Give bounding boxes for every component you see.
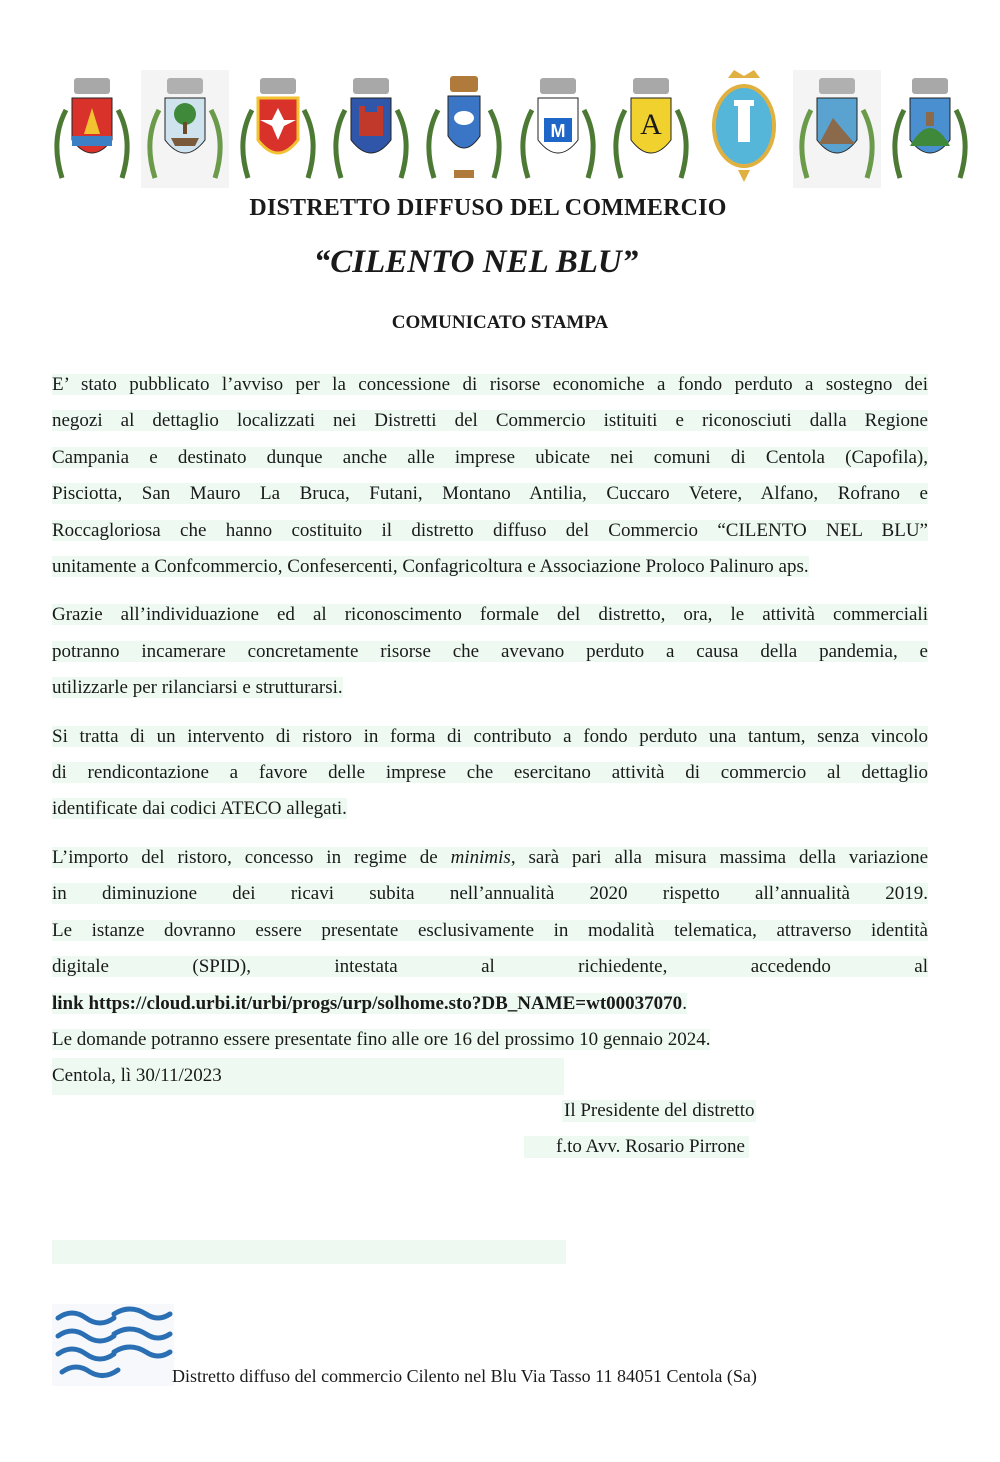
crest-tree-ship-icon: [141, 70, 229, 188]
crest-maltese-cross-icon: [234, 70, 322, 188]
crest-lighthouse-icon: [48, 70, 136, 188]
p2-line-1: Grazie all’individuazione ed al riconoscimento formale del distretto, ora, le attività commerciali: [52, 604, 928, 626]
signature-name: f.to Avv. Rosario Pirrone: [524, 1136, 749, 1158]
crest-m-icon: [514, 70, 602, 188]
district-logo-icon: [52, 1304, 174, 1386]
crest-castle-icon: [327, 70, 415, 188]
district-name: “CILENTO NEL BLU”: [313, 244, 639, 280]
crest-animal-icon: [420, 70, 508, 188]
crest-tower-icon: [700, 70, 788, 188]
p1-line-6: unitamente a Confcommercio, Confesercenti, Confagricoltura e Associazione Proloco Palinuro aps.: [52, 556, 809, 578]
p3-line-2: di rendicontazione a favore delle imprese che esercitano attività di commercio al dettaglio: [52, 762, 928, 784]
p3-line-3: identificate dai codici ATECO allegati.: [52, 798, 347, 820]
p1-line-3: Campania e destinato dunque anche alle imprese ubicate nei comuni di Centola (Capofila),: [52, 446, 928, 468]
press-release-body: [52, 367, 928, 1095]
p3-line-1: Si tratta di un intervento di ristoro in forma di contributo a fondo perduto una tantum, senza vincolo: [52, 725, 928, 747]
date-line: Centola, lì 30/11/2023: [52, 1058, 564, 1094]
press-release-heading: COMUNICATO STAMPA: [391, 312, 609, 333]
p1-line-5: Roccagloriosa che hanno costituito il distretto diffuso del Commercio “CILENTO NEL BLU”: [52, 519, 928, 541]
paragraph-2: [52, 597, 928, 706]
link-period: .: [682, 992, 687, 1014]
p1-line-1: E’ stato pubblicato l’avviso per la concessione di risorse economiche a fondo perduto a sostegno dei: [52, 374, 928, 395]
p4-line-2: in diminuzione dei ricavi subita nell’annualità 2020 rispetto all’annualità 2019.: [52, 883, 928, 905]
application-link[interactable]: link https://cloud.urbi.it/urbi/progs/urp/solhome.sto?DB_NAME=wt00037070: [52, 992, 683, 1014]
district-title: DISTRETTO DIFFUSO DEL COMMERCIO: [249, 195, 727, 221]
svg-text:A: A: [639, 108, 662, 141]
paragraph-4: [52, 840, 928, 1095]
p4-line-1-a: L’importo del ristoro, concesso in regime de: [52, 846, 451, 868]
crest-a-icon: [607, 70, 695, 188]
paragraph-1: [52, 367, 928, 585]
deadline-line: Le domande potranno essere presentate fino alle ore 16 del prossimo 10 gennaio 2024.: [52, 1028, 711, 1050]
p4-line-4: digitale (SPID), intestata al richiedente, accedendo al: [52, 956, 928, 978]
crest-mountain-icon: [793, 70, 881, 188]
p2-line-2: potranno incamerare concretamente risorse che avevano perduto a causa della pandemia, e: [52, 640, 928, 662]
svg-text:M: M: [550, 121, 566, 141]
municipal-crests-row: [48, 70, 974, 188]
highlight-bar: [52, 1240, 566, 1264]
paragraph-3: [52, 719, 928, 828]
p1-line-2: negozi al dettaglio localizzati nei Distretti del Commercio istituiti e riconosciuti dalla Regione: [52, 410, 928, 432]
signature-role: Il Presidente del distretto: [564, 1100, 755, 1121]
p4-line-3: Le istanze dovranno essere presentate esclusivamente in modalità telematica, attraverso identità: [52, 919, 928, 941]
crest-hill-icon: [886, 70, 974, 188]
p4-line-1-b: , sarà pari alla misura massima della variazione: [510, 846, 928, 868]
footer-address: Distretto diffuso del commercio Cilento nel Blu Via Tasso 11 84051 Centola (Sa): [172, 1366, 757, 1386]
p2-line-3: utilizzarle per rilanciarsi e strutturarsi.: [52, 677, 343, 699]
p1-line-4: Pisciotta, San Mauro La Bruca, Futani, Montano Antilia, Cuccaro Vetere, Alfano, Rofrano e: [52, 483, 928, 505]
p4-line-1-em: minimis: [450, 846, 511, 868]
